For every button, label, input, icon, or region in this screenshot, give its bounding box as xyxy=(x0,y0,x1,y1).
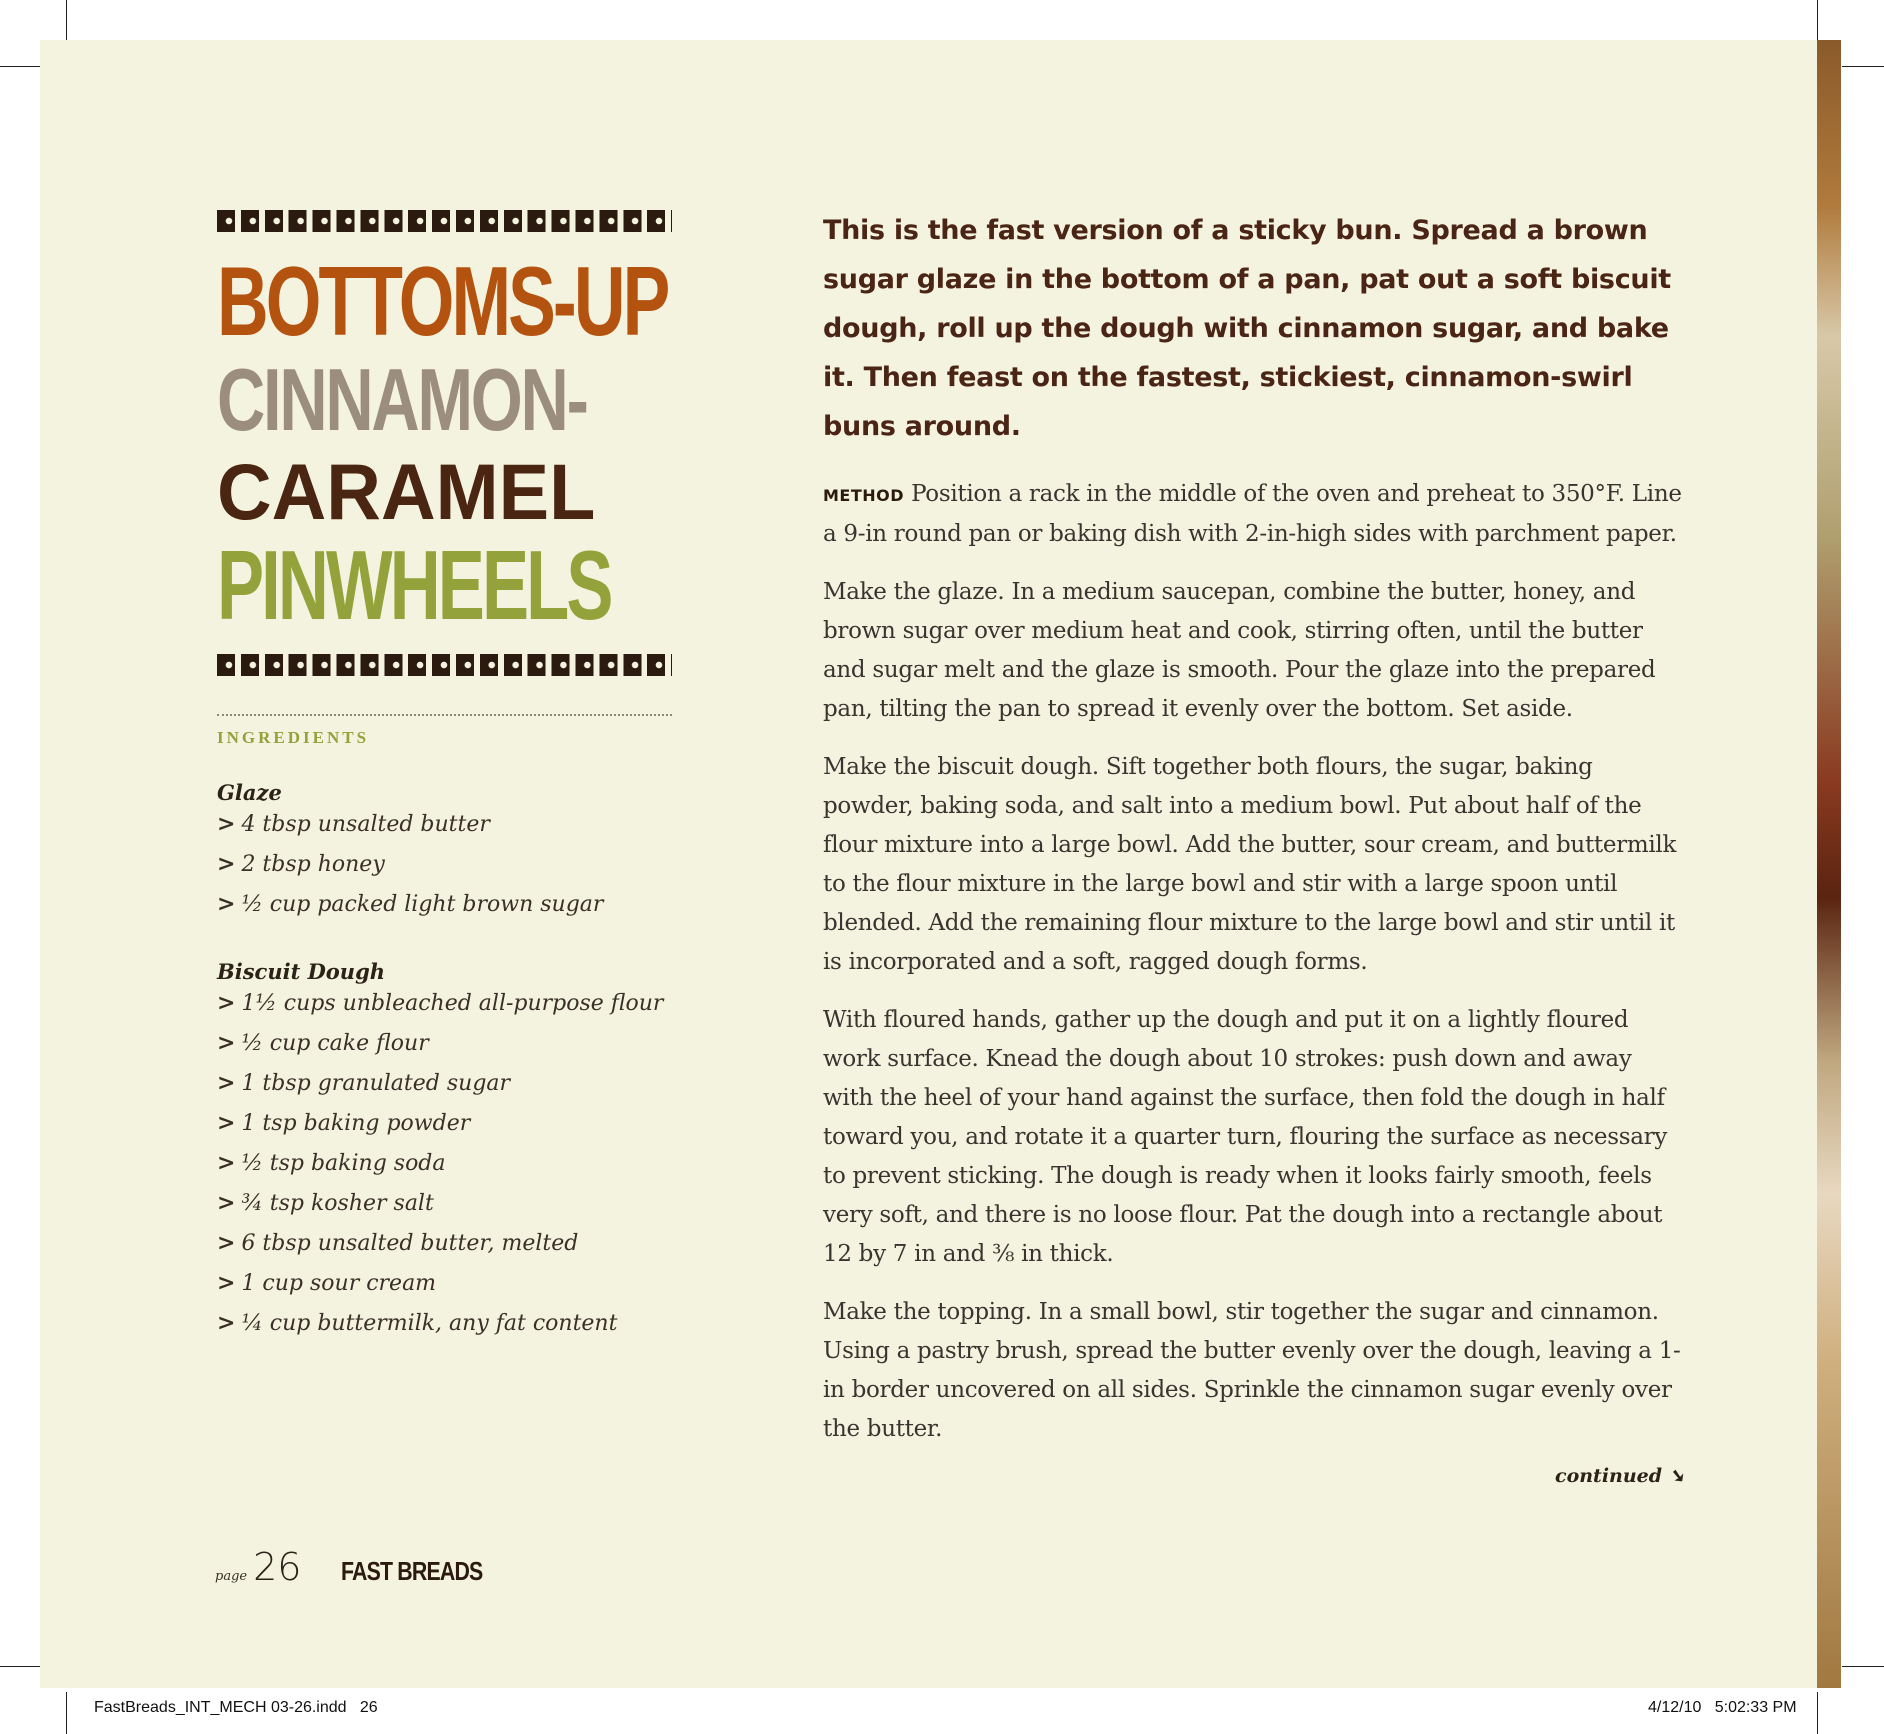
ingredient-item: > ½ cup packed light brown sugar xyxy=(217,891,604,917)
page-word: page xyxy=(215,1569,248,1584)
bullet-arrow-icon: > xyxy=(217,1230,236,1256)
crop-mark xyxy=(66,1692,67,1734)
bullet-arrow-icon: > xyxy=(217,891,236,917)
recipe-intro: This is the fast version of a sticky bun. Spread a brown sugar glaze in the bottom of a pan, pat out a soft biscuit dough, roll up the dough with cinnamon sugar, and bake it. Then feast on the fastest, stickiest, cinnamon-swirl buns around. xyxy=(823,215,1671,442)
crop-mark xyxy=(0,66,42,67)
bullet-arrow-icon: > xyxy=(217,990,236,1016)
crop-mark xyxy=(1817,1692,1818,1734)
bullet-arrow-icon: > xyxy=(217,1190,236,1216)
recipe-title-line-1: BOTTOMS-UP xyxy=(217,246,668,356)
bullet-arrow-icon: > xyxy=(217,1270,236,1296)
photo-bleed-strip xyxy=(1817,40,1841,1688)
ingredient-item: > ¾ tsp kosher salt xyxy=(217,1190,434,1216)
ingredient-item: > ½ tsp baking soda xyxy=(217,1150,446,1176)
ingredient-item: > 1 tbsp granulated sugar xyxy=(217,1070,511,1096)
method-paragraph: Make the glaze. In a medium saucepan, combine the butter, honey, and brown sugar over medium heat and cook, stirring often, until the butter and sugar melt and the glaze is smooth. Pour the glaze into the prepared pan, tilting the pan to spread it evenly over the bottom. Set aside. xyxy=(823,579,1656,722)
ingredient-item: > ¼ cup buttermilk, any fat content xyxy=(217,1310,618,1336)
slug-filename: FastBreads_INT_MECH 03-26.indd 26 xyxy=(94,1699,378,1716)
ingredient-item: > ½ cup cake flour xyxy=(217,1030,429,1056)
bullet-arrow-icon: > xyxy=(217,811,236,837)
ingredient-item: > 1 tsp baking powder xyxy=(217,1110,471,1136)
ingredient-group-title: Biscuit Dough xyxy=(217,959,386,984)
method-paragraph: METHOD Position a rack in the middle of the oven and preheat to 350°F. Line a 9-in round pan or baking dish with 2-in-high sides with parchment paper. xyxy=(823,481,1682,547)
ingredient-item: > 2 tbsp honey xyxy=(217,851,385,877)
page-number: 26 xyxy=(253,1545,302,1589)
bullet-arrow-icon: > xyxy=(217,1110,236,1136)
bullet-arrow-icon: > xyxy=(217,1070,236,1096)
method-paragraph: With floured hands, gather up the dough and put it on a lightly floured work surface. Knead the dough about 10 strokes: push down and away with the heel of your hand against the surface, then fold the dough in half toward you, and rotate it a quarter turn, flouring the surface as necessary to prevent sticking. The dough is ready when it looks fairly smooth, feels very soft, and there is no loose flour. Pat the dough into a rectangle about 12 by 7 in and ⅜ in thick. xyxy=(823,1007,1668,1267)
bullet-arrow-icon: > xyxy=(217,1030,236,1056)
method-paragraph: Make the biscuit dough. Sift together both flours, the sugar, baking powder, baking soda, and salt into a medium bowl. Put about half of the flour mixture into a large bowl. Add the butter, sour cream, and buttermilk to the flour mixture in the large bowl and stir with a large spoon until blended. Add the remaining flour mixture to the large bowl and stir until it is incorporated and a soft, ragged dough forms. xyxy=(823,754,1677,975)
book-title: FAST BREADS xyxy=(341,1556,483,1586)
crop-mark xyxy=(1817,0,1818,42)
method-column xyxy=(823,206,1683,1449)
decorative-border-top xyxy=(217,210,672,232)
crop-mark xyxy=(1842,1666,1884,1667)
ingredient-item: > 1 cup sour cream xyxy=(217,1270,437,1296)
decorative-border-bottom xyxy=(217,654,672,676)
crop-mark xyxy=(0,1666,42,1667)
title-and-ingredients-column xyxy=(217,210,672,1336)
continued-note: continued ➘ xyxy=(1555,1465,1685,1487)
recipe-title-line-3: CARAMEL xyxy=(217,447,596,537)
slug-timestamp: 4/12/10 5:02:33 PM xyxy=(1648,1699,1797,1716)
ingredient-group-title: Glaze xyxy=(217,780,282,805)
method-paragraph: Make the topping. In a small bowl, stir together the sugar and cinnamon. Using a pastry brush, spread the butter evenly over the dough, leaving a 1-in border uncovered on all sides. Sprinkle the cinnamon sugar evenly over the butter. xyxy=(823,1299,1681,1442)
crop-mark xyxy=(1842,66,1884,67)
ingredient-item: > 4 tbsp unsalted butter xyxy=(217,811,490,837)
crop-mark xyxy=(66,0,67,42)
method-label: METHOD xyxy=(823,486,905,505)
dotted-divider xyxy=(217,714,672,716)
ingredients-heading: INGREDIENTS xyxy=(217,728,370,747)
recipe-title-line-4: PINWHEELS xyxy=(217,530,611,640)
ingredient-item: > 6 tbsp unsalted butter, melted xyxy=(217,1230,579,1256)
ingredient-item: > 1½ cups unbleached all-purpose flour xyxy=(217,990,664,1016)
bullet-arrow-icon: > xyxy=(217,1310,236,1336)
bullet-arrow-icon: > xyxy=(217,1150,236,1176)
page-folio xyxy=(215,1545,514,1589)
bullet-arrow-icon: > xyxy=(217,851,236,877)
recipe-title-line-2: CINNAMON- xyxy=(217,350,587,449)
